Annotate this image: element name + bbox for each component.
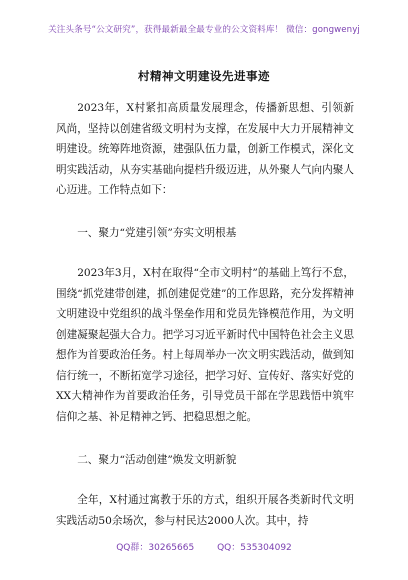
section-2-paragraph: 全年，X村通过寓教于乐的方式，组织开展各类新时代文明实践活动50余场次，参与村民达2000人次。其中，持 [56,494,354,527]
qq-number: QQ：535304092 [217,543,292,553]
section-2-heading: 二、聚力“活动创建”焕发文明新貌 [77,454,237,466]
section-1-heading: 一、聚力“党建引领”夯实文明根基 [77,227,237,239]
promo-banner: 关注头条号“公文研究”，获得最新最全最专业的公文资料库！ 微信：gongwenyj [48,25,360,35]
qq-group-number: QQ群：30265665 [116,543,195,553]
contact-footer [0,540,408,553]
section-1-paragraph: 2023年3月，X村在取得“全市文明村”的基础上笃行不怠，围绕“抓党建带创建，抓创建促党建”的工作思路，充分发挥精神文明建设中党组织的战斗堡垒作用和党员先锋模范作用，为文明创建凝聚起强大合力。把学习习近平新时代中国特色社会主义思想作为首要政治任务。村上每周举办一次文明实践活动，做到知信行统一，不断拓宽学习途径，把学习好、宣传好、落实好党的XX大精神作为首要政治任务，引导党员干部在学思践悟中筑牢信仰之基、补足精神之钙、把稳思想之舵。 [56,267,354,423]
document-title: 村精神文明建设先进事迹 [138,69,270,83]
intro-paragraph: 2023年，X村紧扣高质量发展理念，传播新思想、引领新风尚，坚持以创建省级文明村为支撑，在发展中大力开展精神文明建设。统筹阵地资源，建强队伍力量，创新工作模式，深化文明实践活动，从夯实基础向提档升级迈进，从外聚人气向内聚人心迈进。工作特点如下： [56,102,354,196]
